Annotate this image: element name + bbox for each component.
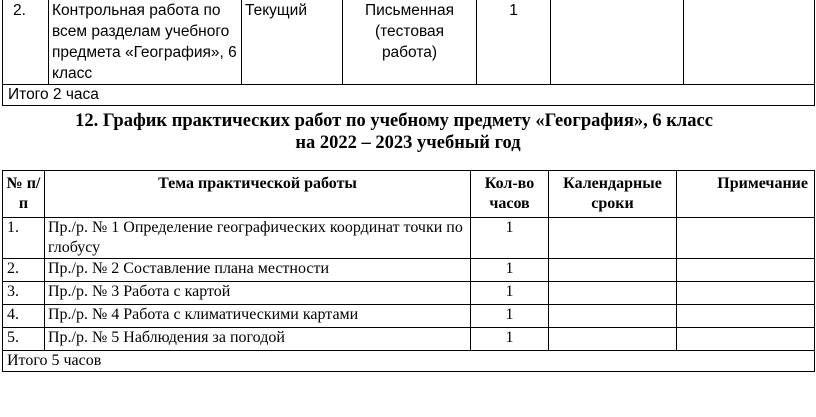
row-note xyxy=(677,328,815,351)
table-row xyxy=(3,0,815,85)
empty-cell xyxy=(551,0,684,85)
total-hours: Итого 5 часов xyxy=(3,351,815,372)
row-dates xyxy=(549,282,677,305)
col-header-dates: Календарные сроки xyxy=(549,171,677,218)
row-number: 5. xyxy=(3,328,45,351)
row-dates xyxy=(549,218,677,259)
row-number: 2. xyxy=(3,259,45,282)
row-number: 4. xyxy=(3,305,45,328)
table-row xyxy=(3,305,815,328)
row-note xyxy=(677,282,815,305)
header-row xyxy=(3,171,815,218)
row-topic: Пр./р. № 2 Составление плана местности xyxy=(45,259,471,282)
row-count: 1 xyxy=(471,259,549,282)
row-count: 1 xyxy=(471,282,549,305)
row-topic: Пр./р. № 1 Определение географических координат точки по глобусу xyxy=(45,218,471,259)
row-number: 2. xyxy=(3,0,49,85)
section-heading: 12. График практических работ по учебному предмету «География», 6 класс xyxy=(75,111,713,131)
row-number: 3. xyxy=(3,282,45,305)
col-header-count: Кол-во часов xyxy=(471,171,549,218)
hours-count: 1 xyxy=(477,0,551,85)
table-row xyxy=(3,259,815,282)
empty-cell xyxy=(684,0,815,85)
work-title: Контрольная работа по всем разделам учебного предмета «География», 6 класс xyxy=(49,0,242,85)
col-header-note: Примечание xyxy=(677,171,815,218)
total-row xyxy=(3,85,815,106)
total-row xyxy=(3,351,815,372)
total-hours: Итого 2 часа xyxy=(3,85,815,106)
row-count: 1 xyxy=(471,328,549,351)
row-note xyxy=(677,305,815,328)
row-topic: Пр./р. № 4 Работа с климатическими картами xyxy=(45,305,471,328)
row-dates xyxy=(549,328,677,351)
control-works-table xyxy=(2,0,815,106)
row-note xyxy=(677,259,815,282)
row-topic: Пр./р. № 5 Наблюдения за погодой xyxy=(45,328,471,351)
control-type: Текущий xyxy=(242,0,343,85)
table-row xyxy=(3,328,815,351)
row-topic: Пр./р. № 3 Работа с картой xyxy=(45,282,471,305)
table-row xyxy=(3,218,815,259)
section-subheading: на 2022 – 2023 учебный год xyxy=(295,133,521,153)
table-row xyxy=(3,282,815,305)
col-header-number: № п/п xyxy=(3,171,45,218)
row-dates xyxy=(549,259,677,282)
control-form: Письменная (тестовая работа) xyxy=(343,0,477,85)
row-count: 1 xyxy=(471,218,549,259)
col-header-topic: Тема практической работы xyxy=(45,171,471,218)
row-number: 1. xyxy=(3,218,45,259)
row-dates xyxy=(549,305,677,328)
row-count: 1 xyxy=(471,305,549,328)
row-note xyxy=(677,218,815,259)
practical-works-table xyxy=(2,170,815,372)
